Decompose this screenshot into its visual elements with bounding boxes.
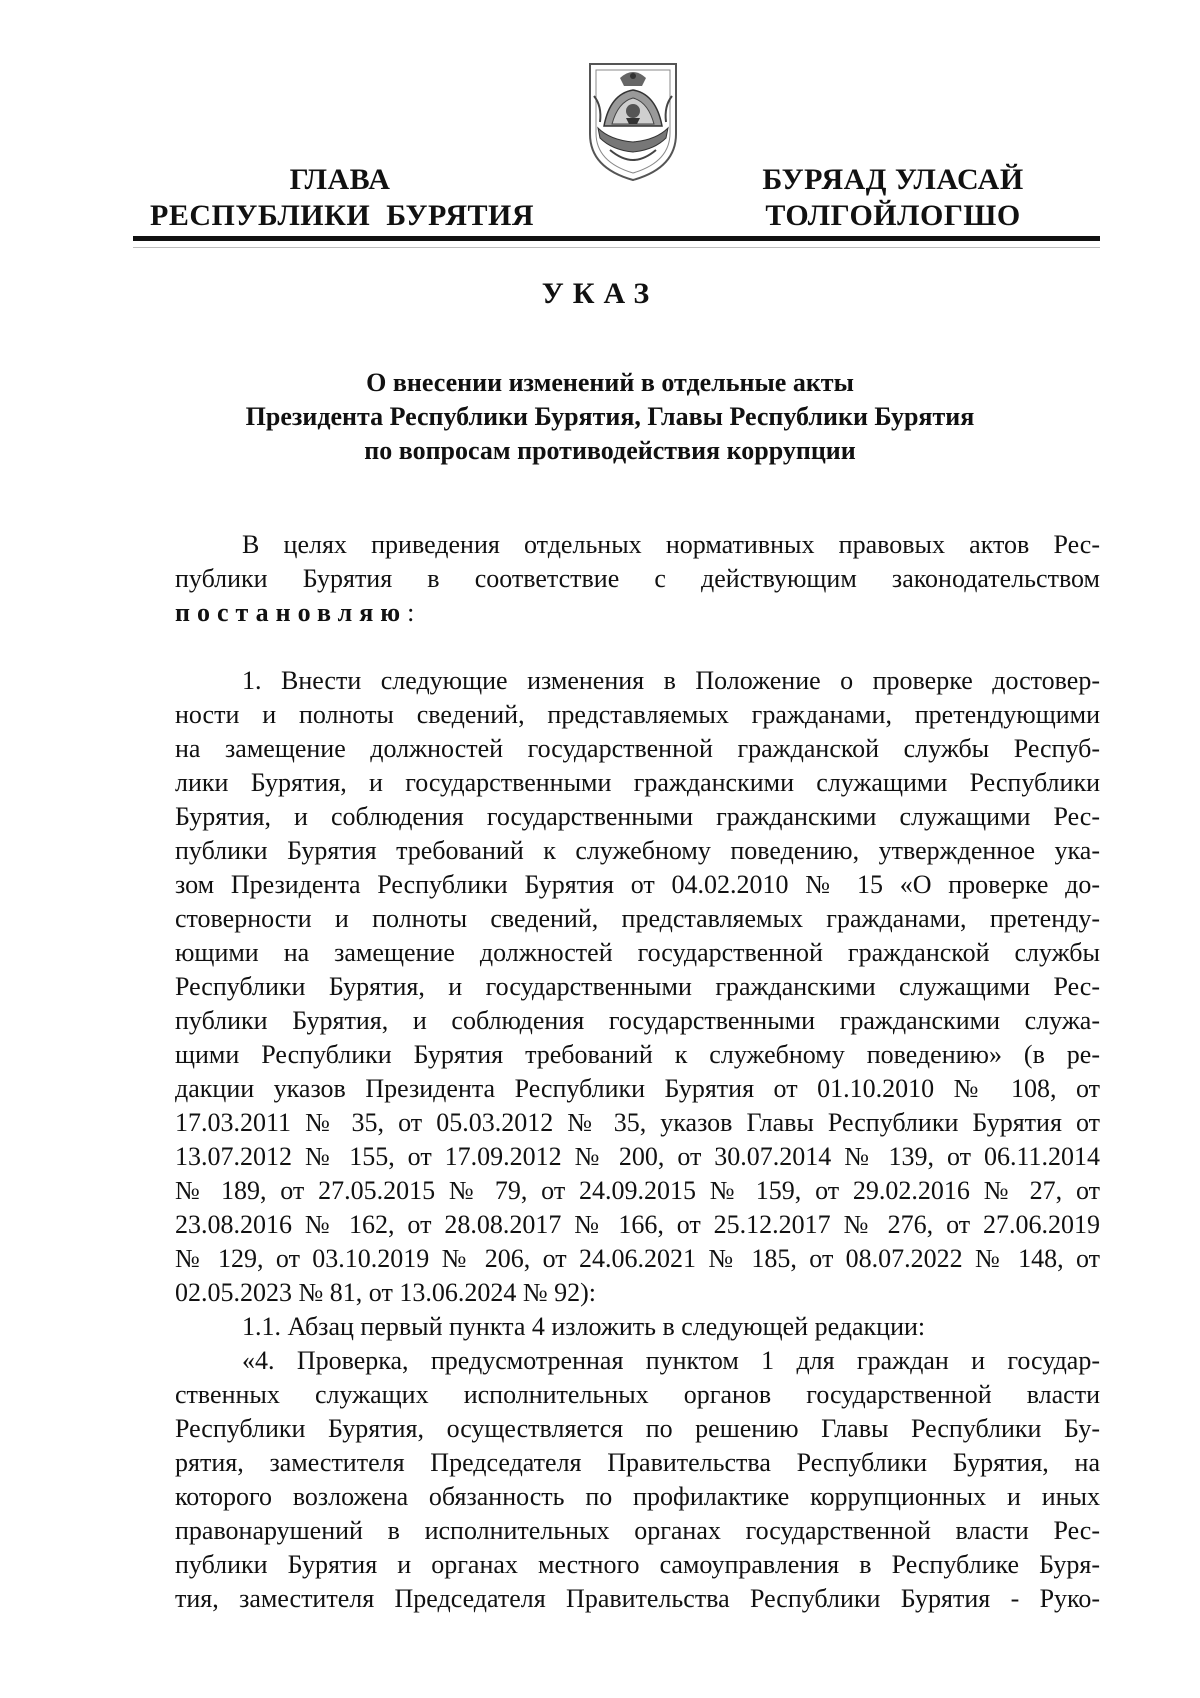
subject-line: по вопросам противодействия коррупции	[364, 436, 856, 465]
decree-subject	[160, 366, 1060, 468]
decree-title: УКАЗ	[541, 277, 659, 310]
body-line: № 129, от 03.10.2019 № 206, от 24.06.2021 № 185, от 08.07.2022 № 148, от	[175, 1244, 1100, 1273]
body-line: правонарушений в исполнительных органах государственной власти Рес-	[175, 1516, 1100, 1545]
decree-word: постановляю	[175, 598, 408, 627]
body-line: ющими на замещение должностей государственной гражданской службы	[175, 938, 1100, 967]
body-line: щими Республики Бурятия требований к служебному поведению» (в ре-	[175, 1040, 1100, 1069]
body-line: «4. Проверка, предусмотренная пунктом 1 для граждан и государ-	[242, 1346, 1100, 1375]
body-line: 17.03.2011 № 35, от 05.03.2012 № 35, указов Главы Республики Бурятия от	[175, 1108, 1100, 1137]
body-line: № 189, от 27.05.2015 № 79, от 24.09.2015 № 159, от 29.02.2016 № 27, от	[175, 1176, 1100, 1205]
header-right-line2: ТОЛГОЙЛОГШО	[765, 199, 1021, 232]
body-line: Республики Бурятия, осуществляется по решению Главы Республики Бу-	[175, 1414, 1100, 1443]
body-line: рятия, заместителя Председателя Правительства Республики Бурятия, на	[175, 1448, 1100, 1477]
body-line: стоверности и полноты сведений, представляемых гражданами, претенду-	[175, 904, 1100, 933]
body-line: публики Бурятия, и соблюдения государственными гражданскими служа-	[175, 1006, 1100, 1035]
header-left-line2: РЕСПУБЛИКИ БУРЯТИЯ	[150, 199, 535, 232]
coat-of-arms-icon	[580, 56, 686, 186]
body-line: Бурятия, и соблюдения государственными гражданскими служащими Рес-	[175, 802, 1100, 831]
main-body	[175, 664, 1100, 1616]
body-line: 23.08.2016 № 162, от 28.08.2017 № 166, от 25.12.2017 № 276, от 27.06.2019	[175, 1210, 1100, 1239]
preamble-decree-line	[175, 596, 1100, 630]
preamble-paragraph	[175, 528, 1100, 630]
body-line: публики Бурятия и органах местного самоуправления в Республике Буря-	[175, 1550, 1100, 1579]
body-line: тия, заместителя Председателя Правительства Республики Бурятия - Руко-	[175, 1584, 1100, 1613]
body-line: 1.1. Абзац первый пункта 4 изложить в следующей редакции:	[242, 1312, 926, 1341]
header-right-line1: БУРЯАД УЛАСАЙ	[762, 163, 1024, 196]
preamble-line: публики Бурятия в соответствие с действующим законодательством	[175, 564, 1100, 593]
decree-punct: :	[407, 598, 415, 627]
body-line: 1. Внести следующие изменения в Положение о проверке достовер-	[242, 666, 1100, 695]
preamble-line: В целях приведения отдельных нормативных правовых актов Рес-	[242, 530, 1100, 559]
body-line: Республики Бурятия, и государственными гражданскими служащими Рес-	[175, 972, 1100, 1001]
body-line: дакции указов Президента Республики Бурятия от 01.10.2010 № 108, от	[175, 1074, 1100, 1103]
body-line: 13.07.2012 № 155, от 17.09.2012 № 200, от 30.07.2014 № 139, от 06.11.2014	[175, 1142, 1100, 1171]
body-line: которого возложена обязанность по профилактике коррупционных и иных	[175, 1482, 1100, 1511]
header-divider-thick	[133, 236, 1100, 241]
body-line: лики Бурятия, и государственными гражданскими служащими Республики	[175, 768, 1100, 797]
header-left-line1: ГЛАВА	[289, 163, 391, 196]
header-left-title	[150, 162, 535, 234]
body-line: на замещение должностей государственной гражданской службы Респуб-	[175, 734, 1100, 763]
body-line: ности и полноты сведений, представляемых гражданами, претендующими	[175, 700, 1100, 729]
subject-line: О внесении изменений в отдельные акты	[366, 368, 854, 397]
subject-line: Президента Республики Бурятия, Главы Республики Бурятия	[245, 402, 975, 431]
header-right-title	[733, 162, 1053, 234]
header-divider-thin	[133, 247, 1100, 248]
body-line: публики Бурятия требований к служебному поведению, утвержденное ука-	[175, 836, 1100, 865]
body-line: 02.05.2023 № 81, от 13.06.2024 № 92):	[175, 1278, 597, 1307]
body-line: зом Президента Республики Бурятия от 04.02.2010 № 15 «О проверке до-	[175, 870, 1100, 899]
body-line: ственных служащих исполнительных органов государственной власти	[175, 1380, 1100, 1409]
